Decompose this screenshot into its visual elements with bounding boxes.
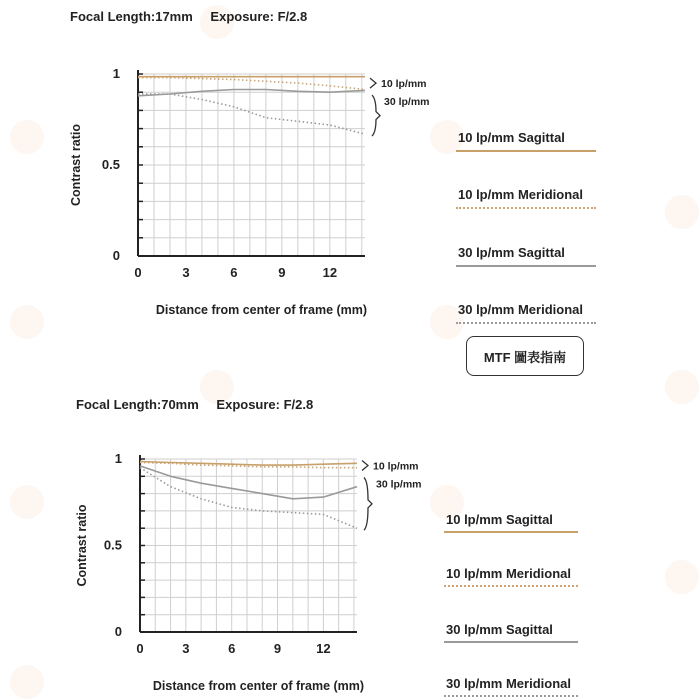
mtf-panel-70mm [0, 390, 700, 700]
y-tick-label: 0 [112, 248, 120, 263]
x-tick-label: 12 [316, 641, 331, 656]
series-line-1 [138, 78, 365, 90]
y-tick-label: 0.5 [103, 537, 122, 553]
annotation-30lpmm: 30 lp/mm [384, 96, 430, 109]
legend-30-sagittal: 30 lp/mm Sagittal [446, 622, 553, 637]
x-tick-label: 9 [273, 641, 282, 656]
annotation-10lpmm: 10 lp/mm [381, 78, 427, 91]
exposure-label: Exposure: F/2.8 [210, 9, 308, 24]
y-axis-label: Contrast ratio [69, 124, 83, 206]
focal-length-label: Focal Length:17mm [70, 9, 193, 24]
annotation-30lpmm: 30 lp/mm [376, 478, 422, 491]
legend-10-sagittal: 10 lp/mm Sagittal [458, 130, 565, 145]
legend-line-10-sagittal [444, 531, 578, 533]
x-tick-label: 0 [136, 641, 144, 656]
bracket-30lpmm [372, 95, 380, 136]
legend-line-30-meridional [456, 322, 596, 324]
x-axis-label: Distance from center of frame (mm) [152, 679, 365, 693]
legend-line-10-meridional [456, 207, 596, 209]
annotation-10lpmm: 10 lp/mm [373, 460, 419, 473]
x-tick-label: 0 [134, 265, 142, 280]
legend-10-meridional: 10 lp/mm Meridional [446, 566, 571, 581]
bracket-30lpmm [364, 477, 372, 530]
x-axis-label: Distance from center of frame (mm) [155, 303, 368, 317]
x-tick-label: 3 [182, 265, 190, 280]
bracket-10lpmm [370, 78, 376, 88]
x-tick-label: 6 [230, 265, 238, 280]
series-line-3 [138, 94, 365, 134]
y-axis-label: Contrast ratio [75, 504, 89, 587]
legend-line-10-meridional [444, 585, 578, 587]
y-tick-label: 0 [114, 624, 122, 639]
exposure-label: Exposure: F/2.8 [216, 397, 314, 412]
legend-30-sagittal: 30 lp/mm Sagittal [458, 245, 565, 260]
legend-line-10-sagittal [456, 150, 596, 152]
x-tick-label: 9 [278, 265, 286, 280]
legend-line-30-meridional [444, 695, 578, 697]
x-tick-label: 3 [182, 641, 190, 656]
mtf-guide-button[interactable]: MTF 圖表指南 [466, 336, 584, 376]
legend-30-meridional: 30 lp/mm Meridional [446, 676, 571, 691]
legend-line-30-sagittal [456, 265, 596, 267]
legend-10-meridional: 10 lp/mm Meridional [458, 187, 583, 202]
y-tick-label: 1 [114, 451, 122, 466]
x-tick-label: 6 [228, 641, 236, 656]
y-tick-label: 1 [112, 66, 120, 81]
x-tick-label: 12 [322, 265, 338, 280]
legend-10-sagittal: 10 lp/mm Sagittal [446, 512, 553, 527]
y-tick-label: 0.5 [101, 157, 120, 172]
focal-length-label: Focal Length:70mm [76, 397, 199, 412]
legend-30-meridional: 30 lp/mm Meridional [458, 302, 583, 317]
legend-line-30-sagittal [444, 641, 578, 643]
mtf-chart-70mm [0, 390, 700, 700]
bracket-10lpmm [362, 460, 368, 470]
